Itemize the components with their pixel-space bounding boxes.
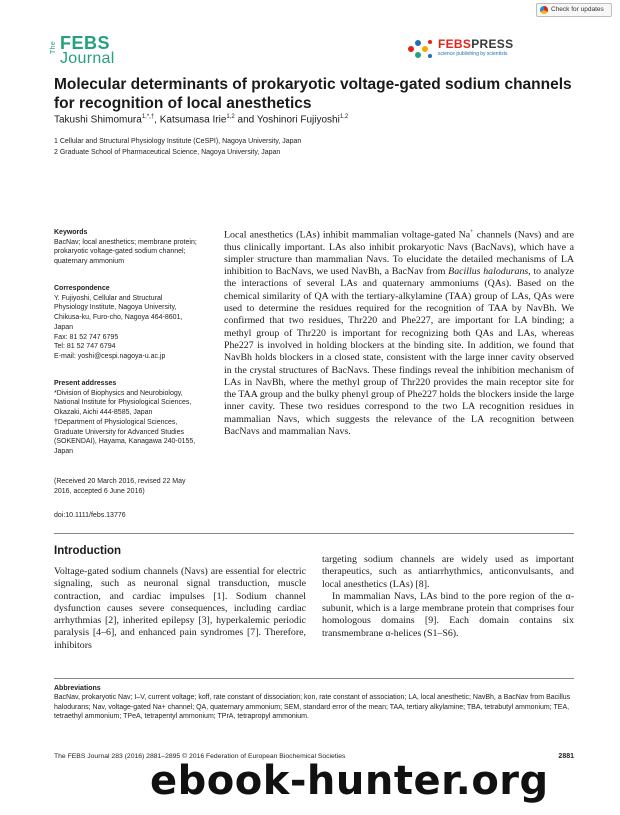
fax-line: Fax: 81 52 747 6795 xyxy=(54,333,119,341)
abstract: Local anesthetics (LAs) inhibit mammalian voltage-gated Na+ channels (Navs) and are thus clinically important. LAs also inhibit prokaryotic Navs (BacNavs), which have a simpler structure than mammalian Navs. To elucidate the detailed mechanisms of LA inhibition to BacNavs, we used NavBh, a BacNav from Bacillus halodurans, to analyze the interactions of several LAs and quaternary ammoniums (QAs). Based on the chemical similarity of QA with the tertiary-alkylamine (TAA) group of LAs, QAs were used to determine the residues required for the recognition of TAA by NavBh. We confirmed that two residues, Thr220 and Phe227, are important for LA binding; a methyl group of Thr220 is important for recognizing both QAs and LAs, whereas Phe227 is involved in holding blockers at the binding site. In addition, we found that NavBh holds blockers in a closed state, consistent with the large inner cavity observed in the crystal structures of BacNavs. These findings reveal the inhibition mechanism of LAs in NavBh, where the methyl group of Thr220 provides the main receptor site for the TAA group and the bulky phenyl group of Phe227 holds the blockers inside the large inner cavity. These two residues correspond to the two LA recognition residues in mammalian Navs, which suggests the relevance of the LA recognition between BacNavs and mammalian Navs. xyxy=(224,229,574,438)
abbreviations-heading: Abbreviations xyxy=(54,685,101,692)
present-addresses-block xyxy=(54,379,204,457)
journal-logo-journal: Journal xyxy=(60,50,115,67)
publisher-tagline: science publishing by scientists xyxy=(438,51,508,57)
author-1: Takushi Shimomura xyxy=(54,114,142,126)
abbreviations-block xyxy=(54,684,574,722)
author-list: Takushi Shimomura$^{1,*,\dagger}$, Katsumasa Irie$^{1,2}$ and Yoshinori Fujiyoshi$^{1,2}$ xyxy=(54,114,349,126)
article-title: Molecular determinants of prokaryotic voltage-gated sodium channels for recognition of local anesthetics xyxy=(54,76,572,112)
watermark: ebook-hunter.org xyxy=(150,758,549,804)
correspondence-line: Y. Fujiyoshi, Cellular and Structural xyxy=(54,294,163,302)
keywords-heading: Keywords xyxy=(54,229,88,236)
introduction-left-column: Voltage-gated sodium channels (Navs) are essential for electric signaling, such as neuronal signal transduction, muscle contraction, and cardiac impulses [1]. Sodium channel dysfunction causes severe consequences, including cardiac arrhythmias [2], inherited epilepsy [3], hyperkalemic periodic paralysis [4–6], and enhanced pain syndromes [7]. Therefore, inhibitors xyxy=(54,566,306,651)
present-address-line: †Department of Physiological Sciences, xyxy=(54,418,178,426)
present-address-line: *Division of Biophysics and Neurobiology, xyxy=(54,389,183,397)
author-2: Katsumasa Irie xyxy=(159,114,227,126)
journal-logo-the: The xyxy=(50,41,57,54)
febs-press-mark-icon xyxy=(408,38,434,60)
author-2-affil: 1,2 xyxy=(226,114,235,120)
correspondence-block xyxy=(54,284,204,362)
check-for-updates-button[interactable] xyxy=(536,3,612,17)
affiliation-2: 2 Graduate School of Pharmaceutical Science, Nagoya University, Japan xyxy=(54,149,281,156)
publisher-name: FEBSPRESS xyxy=(438,37,514,51)
introduction-heading: Introduction xyxy=(54,545,122,557)
email-line[interactable]: E-mail: yoshi@cespi.nagoya-u.ac.jp xyxy=(54,352,166,360)
abbreviations-text: BacNav, prokaryotic Nav; I–V, current voltage; koff, rate constant of dissociation; kon, rate constant of association; LA, local anesthetic; NavBh, a BacNav from Bacillus halodurans; Nav, voltage-gated Na+ channel; QA, quaternary ammonium; SEM, standard error of the mean; TAA, tertiary alkylamine; TBA, tetrabutyl ammonium; TEA, tetraethyl ammonium; TPeA, tetrapentyl ammonium; TPrA, tetrapropyl ammonium. xyxy=(54,694,571,721)
correspondence-heading: Correspondence xyxy=(54,285,110,292)
author-3: Yoshinori Fujiyoshi xyxy=(256,114,340,126)
present-address-line: Japan xyxy=(54,447,74,455)
doi[interactable]: doi:10.1111/febs.13776 xyxy=(54,512,126,519)
present-address-line: National Institute for Physiological Sciences, xyxy=(54,399,192,407)
crossmark-icon xyxy=(540,6,548,14)
check-for-updates-label: Check for updates xyxy=(551,6,604,13)
introduction-right-column: targeting sodium channels are widely used as important therapeutics, such as antiarrhythmics, anticonvulsants, and local anesthetics (LAs) [8]. In mammalian Navs, LAs bind to the pore region of the α-subunit, which is a large membrane protein that comprises four homologous domains [9]. Each domain contains six transmembrane α-helices (S1–S6). xyxy=(322,554,574,639)
tel-line: Tel: 81 52 747 6794 xyxy=(54,343,116,351)
correspondence-line: Physiology Institute, Nagoya University, xyxy=(54,304,177,312)
correspondence-line: Chikusa-ku, Furo-cho, Nagoya 464-8601, xyxy=(54,314,183,322)
footer-citation: The FEBS Journal 283 (2016) 2881–2895 © 2016 Federation of European Biochemical Societies xyxy=(54,753,346,760)
author-3-affil: 1,2 xyxy=(339,114,349,120)
page-number: 2881 xyxy=(558,753,574,760)
present-address-line: (SOKENDAI), Hayama, Kanagawa 240-0155, xyxy=(54,438,196,446)
keywords-text: BacNav; local anesthetics; membrane protein; prokaryotic voltage-gated sodium channel; quaternary ammonium xyxy=(54,238,197,266)
author-1-affil: 1,*,† xyxy=(141,114,155,120)
affiliation-1: 1 Cellular and Structural Physiology Institute (CeSPI), Nagoya University, Japan xyxy=(54,138,302,145)
keywords-block xyxy=(54,228,204,267)
present-addresses-heading: Present addresses xyxy=(54,380,117,387)
section-divider xyxy=(54,533,574,534)
present-address-line: Okazaki, Aichi 444-8585, Japan xyxy=(54,409,153,417)
journal-logo-febs: FEBS xyxy=(60,33,111,53)
publisher-logo xyxy=(408,36,538,64)
correspondence-line: Japan xyxy=(54,323,74,331)
journal-logo xyxy=(50,32,140,72)
received-dates: (Received 20 March 2016, revised 22 May 2016, accepted 6 June 2016) xyxy=(54,478,186,495)
present-address-line: Graduate University for Advanced Studies xyxy=(54,428,184,436)
species-name: Bacillus halodurans xyxy=(448,266,529,278)
abbreviations-divider xyxy=(54,678,574,679)
